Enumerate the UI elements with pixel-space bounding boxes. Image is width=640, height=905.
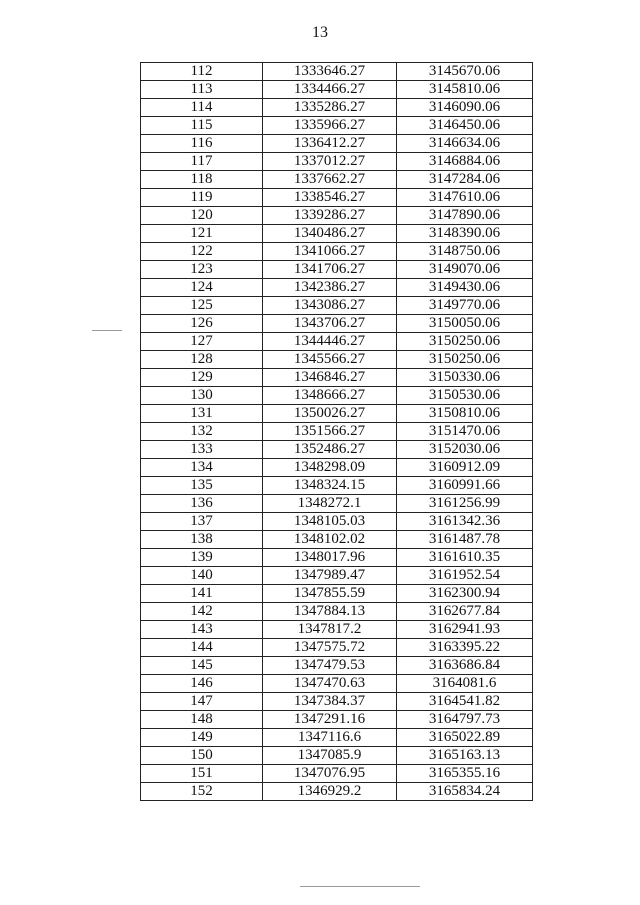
table-row	[141, 99, 533, 117]
point-number-cell: 151	[141, 765, 263, 783]
x-coordinate-cell: 1348105.03	[263, 513, 397, 531]
y-coordinate-cell: 3160912.09	[397, 459, 533, 477]
scan-artifact-line	[300, 886, 420, 887]
table-row	[141, 225, 533, 243]
y-coordinate-cell: 3149430.06	[397, 279, 533, 297]
table-row	[141, 729, 533, 747]
point-number-cell: 114	[141, 99, 263, 117]
table-row	[141, 657, 533, 675]
x-coordinate-cell: 1341066.27	[263, 243, 397, 261]
y-coordinate-cell: 3162941.93	[397, 621, 533, 639]
table-row	[141, 675, 533, 693]
y-coordinate-cell: 3150530.06	[397, 387, 533, 405]
coordinates-table	[140, 62, 533, 801]
table-row	[141, 261, 533, 279]
x-coordinate-cell: 1348666.27	[263, 387, 397, 405]
x-coordinate-cell: 1343086.27	[263, 297, 397, 315]
x-coordinate-cell: 1347116.6	[263, 729, 397, 747]
point-number-cell: 139	[141, 549, 263, 567]
x-coordinate-cell: 1347076.95	[263, 765, 397, 783]
point-number-cell: 115	[141, 117, 263, 135]
point-number-cell: 138	[141, 531, 263, 549]
coordinates-table-body	[141, 63, 533, 801]
point-number-cell: 135	[141, 477, 263, 495]
page-number: 13	[312, 24, 328, 41]
table-row	[141, 171, 533, 189]
x-coordinate-cell: 1334466.27	[263, 81, 397, 99]
x-coordinate-cell: 1346929.2	[263, 783, 397, 801]
table-row	[141, 747, 533, 765]
table-row	[141, 387, 533, 405]
table-row	[141, 531, 533, 549]
point-number-cell: 152	[141, 783, 263, 801]
table-row	[141, 63, 533, 81]
y-coordinate-cell: 3160991.66	[397, 477, 533, 495]
table-row	[141, 711, 533, 729]
x-coordinate-cell: 1351566.27	[263, 423, 397, 441]
x-coordinate-cell: 1333646.27	[263, 63, 397, 81]
table-row	[141, 243, 533, 261]
x-coordinate-cell: 1347817.2	[263, 621, 397, 639]
table-row	[141, 117, 533, 135]
y-coordinate-cell: 3165163.13	[397, 747, 533, 765]
x-coordinate-cell: 1347575.72	[263, 639, 397, 657]
y-coordinate-cell: 3152030.06	[397, 441, 533, 459]
y-coordinate-cell: 3161952.54	[397, 567, 533, 585]
table-row	[141, 459, 533, 477]
point-number-cell: 120	[141, 207, 263, 225]
table-row	[141, 315, 533, 333]
x-coordinate-cell: 1343706.27	[263, 315, 397, 333]
y-coordinate-cell: 3147890.06	[397, 207, 533, 225]
point-number-cell: 148	[141, 711, 263, 729]
x-coordinate-cell: 1347884.13	[263, 603, 397, 621]
point-number-cell: 121	[141, 225, 263, 243]
y-coordinate-cell: 3164081.6	[397, 675, 533, 693]
y-coordinate-cell: 3145670.06	[397, 63, 533, 81]
point-number-cell: 123	[141, 261, 263, 279]
y-coordinate-cell: 3161256.99	[397, 495, 533, 513]
table-row	[141, 693, 533, 711]
y-coordinate-cell: 3150250.06	[397, 333, 533, 351]
x-coordinate-cell: 1350026.27	[263, 405, 397, 423]
x-coordinate-cell: 1341706.27	[263, 261, 397, 279]
table-row	[141, 333, 533, 351]
point-number-cell: 147	[141, 693, 263, 711]
x-coordinate-cell: 1335286.27	[263, 99, 397, 117]
table-row	[141, 153, 533, 171]
table-row	[141, 81, 533, 99]
y-coordinate-cell: 3161610.35	[397, 549, 533, 567]
point-number-cell: 112	[141, 63, 263, 81]
point-number-cell: 137	[141, 513, 263, 531]
y-coordinate-cell: 3165355.16	[397, 765, 533, 783]
x-coordinate-cell: 1339286.27	[263, 207, 397, 225]
x-coordinate-cell: 1348102.02	[263, 531, 397, 549]
y-coordinate-cell: 3150330.06	[397, 369, 533, 387]
point-number-cell: 145	[141, 657, 263, 675]
point-number-cell: 150	[141, 747, 263, 765]
point-number-cell: 146	[141, 675, 263, 693]
y-coordinate-cell: 3165834.24	[397, 783, 533, 801]
y-coordinate-cell: 3146450.06	[397, 117, 533, 135]
x-coordinate-cell: 1352486.27	[263, 441, 397, 459]
y-coordinate-cell: 3145810.06	[397, 81, 533, 99]
table-row	[141, 207, 533, 225]
x-coordinate-cell: 1347384.37	[263, 693, 397, 711]
table-row	[141, 549, 533, 567]
x-coordinate-cell: 1335966.27	[263, 117, 397, 135]
point-number-cell: 113	[141, 81, 263, 99]
x-coordinate-cell: 1338546.27	[263, 189, 397, 207]
x-coordinate-cell: 1347855.59	[263, 585, 397, 603]
x-coordinate-cell: 1344446.27	[263, 333, 397, 351]
point-number-cell: 133	[141, 441, 263, 459]
y-coordinate-cell: 3148750.06	[397, 243, 533, 261]
point-number-cell: 149	[141, 729, 263, 747]
x-coordinate-cell: 1340486.27	[263, 225, 397, 243]
table-row	[141, 567, 533, 585]
y-coordinate-cell: 3162300.94	[397, 585, 533, 603]
point-number-cell: 140	[141, 567, 263, 585]
x-coordinate-cell: 1347291.16	[263, 711, 397, 729]
y-coordinate-cell: 3150250.06	[397, 351, 533, 369]
scan-artifact-line	[92, 330, 122, 331]
y-coordinate-cell: 3161342.36	[397, 513, 533, 531]
point-number-cell: 136	[141, 495, 263, 513]
table-row	[141, 369, 533, 387]
point-number-cell: 127	[141, 333, 263, 351]
table-row	[141, 477, 533, 495]
point-number-cell: 119	[141, 189, 263, 207]
table-row	[141, 135, 533, 153]
x-coordinate-cell: 1337662.27	[263, 171, 397, 189]
y-coordinate-cell: 3162677.84	[397, 603, 533, 621]
x-coordinate-cell: 1347470.63	[263, 675, 397, 693]
point-number-cell: 134	[141, 459, 263, 477]
table-row	[141, 279, 533, 297]
point-number-cell: 144	[141, 639, 263, 657]
y-coordinate-cell: 3148390.06	[397, 225, 533, 243]
y-coordinate-cell: 3161487.78	[397, 531, 533, 549]
x-coordinate-cell: 1345566.27	[263, 351, 397, 369]
y-coordinate-cell: 3164541.82	[397, 693, 533, 711]
x-coordinate-cell: 1346846.27	[263, 369, 397, 387]
y-coordinate-cell: 3150810.06	[397, 405, 533, 423]
x-coordinate-cell: 1347989.47	[263, 567, 397, 585]
point-number-cell: 116	[141, 135, 263, 153]
y-coordinate-cell: 3146634.06	[397, 135, 533, 153]
y-coordinate-cell: 3147284.06	[397, 171, 533, 189]
point-number-cell: 118	[141, 171, 263, 189]
table-row	[141, 603, 533, 621]
x-coordinate-cell: 1336412.27	[263, 135, 397, 153]
y-coordinate-cell: 3165022.89	[397, 729, 533, 747]
point-number-cell: 130	[141, 387, 263, 405]
point-number-cell: 124	[141, 279, 263, 297]
table-row	[141, 513, 533, 531]
x-coordinate-cell: 1337012.27	[263, 153, 397, 171]
table-row	[141, 405, 533, 423]
table-row	[141, 783, 533, 801]
point-number-cell: 122	[141, 243, 263, 261]
y-coordinate-cell: 3147610.06	[397, 189, 533, 207]
table-row	[141, 297, 533, 315]
table-row	[141, 423, 533, 441]
y-coordinate-cell: 3146884.06	[397, 153, 533, 171]
x-coordinate-cell: 1347479.53	[263, 657, 397, 675]
y-coordinate-cell: 3163395.22	[397, 639, 533, 657]
table-row	[141, 189, 533, 207]
point-number-cell: 141	[141, 585, 263, 603]
point-number-cell: 129	[141, 369, 263, 387]
y-coordinate-cell: 3149770.06	[397, 297, 533, 315]
table-row	[141, 585, 533, 603]
y-coordinate-cell: 3150050.06	[397, 315, 533, 333]
x-coordinate-cell: 1348324.15	[263, 477, 397, 495]
x-coordinate-cell: 1342386.27	[263, 279, 397, 297]
point-number-cell: 143	[141, 621, 263, 639]
table-row	[141, 495, 533, 513]
point-number-cell: 142	[141, 603, 263, 621]
point-number-cell: 117	[141, 153, 263, 171]
point-number-cell: 128	[141, 351, 263, 369]
y-coordinate-cell: 3163686.84	[397, 657, 533, 675]
point-number-cell: 132	[141, 423, 263, 441]
y-coordinate-cell: 3146090.06	[397, 99, 533, 117]
table-row	[141, 765, 533, 783]
table-row	[141, 351, 533, 369]
y-coordinate-cell: 3151470.06	[397, 423, 533, 441]
x-coordinate-cell: 1348298.09	[263, 459, 397, 477]
table-row	[141, 621, 533, 639]
y-coordinate-cell: 3164797.73	[397, 711, 533, 729]
point-number-cell: 125	[141, 297, 263, 315]
table-row	[141, 639, 533, 657]
point-number-cell: 126	[141, 315, 263, 333]
table-row	[141, 441, 533, 459]
point-number-cell: 131	[141, 405, 263, 423]
x-coordinate-cell: 1348272.1	[263, 495, 397, 513]
y-coordinate-cell: 3149070.06	[397, 261, 533, 279]
x-coordinate-cell: 1348017.96	[263, 549, 397, 567]
x-coordinate-cell: 1347085.9	[263, 747, 397, 765]
